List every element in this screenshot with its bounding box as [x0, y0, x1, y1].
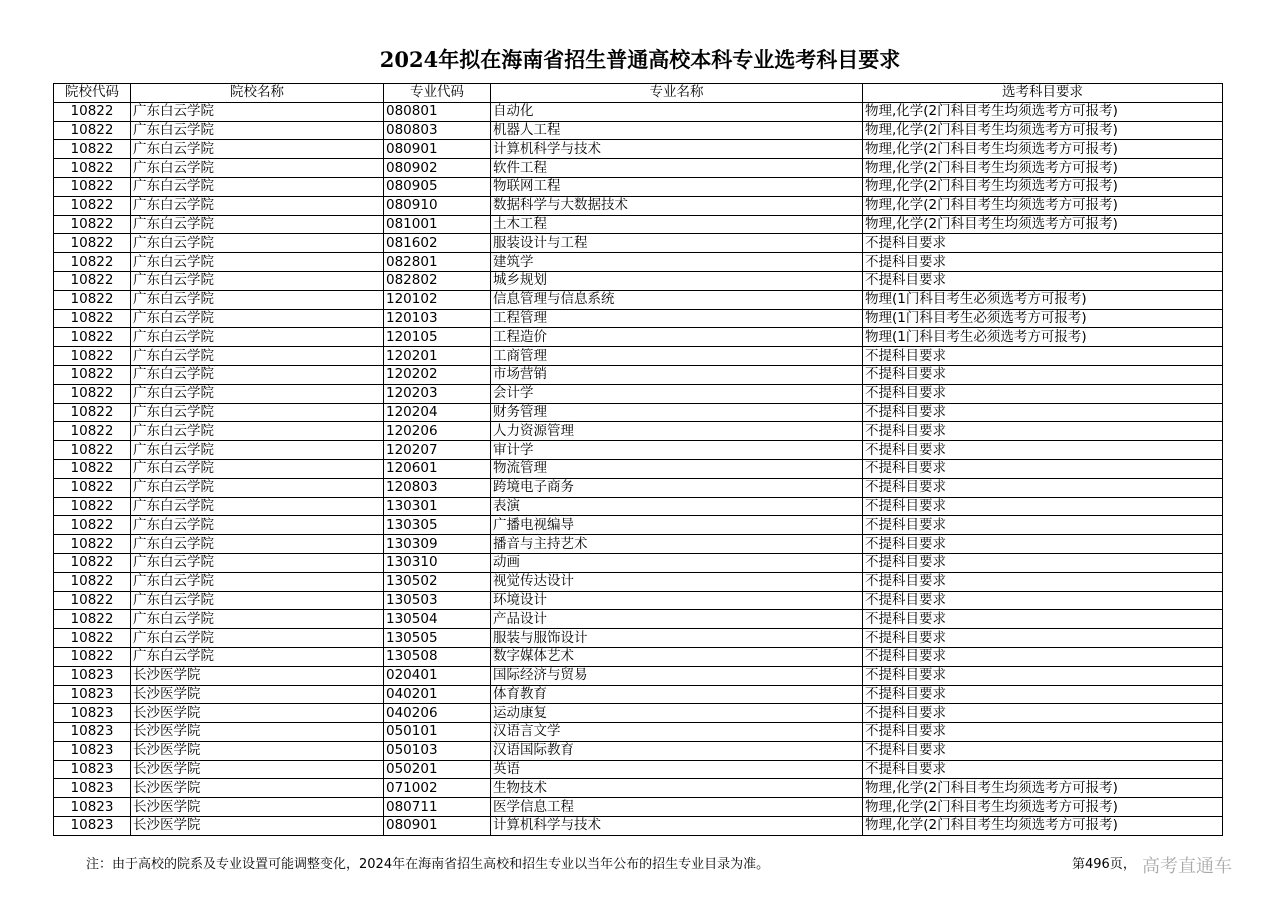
table-row	[54, 459, 1223, 478]
major-name-cell: 生物技术	[491, 779, 863, 798]
major-code-cell: 120202	[384, 365, 491, 384]
school-code-cell: 10822	[54, 309, 131, 328]
major-name-cell: 物联网工程	[491, 177, 863, 196]
school-code-cell: 10823	[54, 798, 131, 817]
school-code-cell: 10822	[54, 516, 131, 535]
school-code-cell: 10822	[54, 121, 131, 140]
school-name-cell: 广东白云学院	[131, 384, 384, 403]
major-code-cell: 120102	[384, 290, 491, 309]
major-code-cell: 080901	[384, 817, 491, 836]
school-code-cell: 10823	[54, 760, 131, 779]
table-row	[54, 666, 1223, 685]
school-name-cell: 广东白云学院	[131, 177, 384, 196]
major-code-cell: 120207	[384, 441, 491, 460]
major-code-cell: 040206	[384, 704, 491, 723]
school-name-cell: 广东白云学院	[131, 441, 384, 460]
school-code-cell: 10822	[54, 253, 131, 272]
school-code-cell: 10823	[54, 817, 131, 836]
major-name-cell: 软件工程	[491, 159, 863, 178]
school-code-cell: 10822	[54, 478, 131, 497]
major-code-cell: 082801	[384, 253, 491, 272]
school-name-cell: 长沙医学院	[131, 779, 384, 798]
major-code-cell: 120803	[384, 478, 491, 497]
subject-requirement-cell: 不提科目要求	[863, 572, 1223, 591]
table-row	[54, 516, 1223, 535]
subject-requirement-cell: 不提科目要求	[863, 741, 1223, 760]
major-name-cell: 医学信息工程	[491, 798, 863, 817]
table-row	[54, 271, 1223, 290]
school-code-cell: 10822	[54, 629, 131, 648]
major-name-cell: 信息管理与信息系统	[491, 290, 863, 309]
major-name-cell: 环境设计	[491, 591, 863, 610]
school-code-cell: 10822	[54, 177, 131, 196]
subject-requirement-cell: 不提科目要求	[863, 478, 1223, 497]
school-name-cell: 长沙医学院	[131, 723, 384, 742]
major-name-cell: 运动康复	[491, 704, 863, 723]
major-code-cell: 120601	[384, 459, 491, 478]
school-code-cell: 10823	[54, 666, 131, 685]
table-row	[54, 779, 1223, 798]
subject-requirement-cell: 不提科目要求	[863, 591, 1223, 610]
subject-requirement-cell: 不提科目要求	[863, 422, 1223, 441]
school-code-cell: 10822	[54, 422, 131, 441]
major-name-cell: 市场营销	[491, 365, 863, 384]
major-name-cell: 表演	[491, 497, 863, 516]
table-row	[54, 591, 1223, 610]
major-code-cell: 050101	[384, 723, 491, 742]
major-code-cell: 120103	[384, 309, 491, 328]
major-code-cell: 120203	[384, 384, 491, 403]
subject-requirement-cell: 不提科目要求	[863, 271, 1223, 290]
table-row	[54, 159, 1223, 178]
major-name-cell: 城乡规划	[491, 271, 863, 290]
school-name-cell: 广东白云学院	[131, 253, 384, 272]
school-code-cell: 10822	[54, 459, 131, 478]
school-code-cell: 10822	[54, 215, 131, 234]
table-row	[54, 196, 1223, 215]
subject-requirement-cell: 物理,化学(2门科目考生均须选考方可报考)	[863, 215, 1223, 234]
school-name-cell: 广东白云学院	[131, 309, 384, 328]
school-name-cell: 广东白云学院	[131, 610, 384, 629]
school-code-cell: 10822	[54, 497, 131, 516]
school-code-cell: 10822	[54, 196, 131, 215]
school-name-cell: 长沙医学院	[131, 817, 384, 836]
school-code-cell: 10822	[54, 159, 131, 178]
major-name-cell: 体育教育	[491, 685, 863, 704]
subject-requirement-cell: 物理(1门科目考生必须选考方可报考)	[863, 290, 1223, 309]
school-name-cell: 广东白云学院	[131, 271, 384, 290]
major-name-cell: 数字媒体艺术	[491, 647, 863, 666]
major-name-cell: 审计学	[491, 441, 863, 460]
school-code-cell: 10822	[54, 347, 131, 366]
school-code-cell: 10823	[54, 685, 131, 704]
major-name-cell: 广播电视编导	[491, 516, 863, 535]
subject-requirement-cell: 不提科目要求	[863, 610, 1223, 629]
table-row	[54, 290, 1223, 309]
major-code-cell: 130505	[384, 629, 491, 648]
school-code-cell: 10822	[54, 328, 131, 347]
major-code-cell: 080902	[384, 159, 491, 178]
major-code-cell: 081001	[384, 215, 491, 234]
school-name-cell: 长沙医学院	[131, 685, 384, 704]
table-row	[54, 347, 1223, 366]
major-code-cell: 130504	[384, 610, 491, 629]
requirements-table	[53, 83, 1223, 836]
subject-requirement-cell: 不提科目要求	[863, 384, 1223, 403]
subject-requirement-cell: 不提科目要求	[863, 459, 1223, 478]
table-row	[54, 704, 1223, 723]
subject-requirement-cell: 不提科目要求	[863, 553, 1223, 572]
major-code-cell: 080711	[384, 798, 491, 817]
major-code-cell: 080905	[384, 177, 491, 196]
subject-requirement-cell: 物理,化学(2门科目考生均须选考方可报考)	[863, 121, 1223, 140]
school-code-cell: 10822	[54, 140, 131, 159]
major-code-cell: 050103	[384, 741, 491, 760]
major-name-cell: 汉语国际教育	[491, 741, 863, 760]
subject-requirement-cell: 物理,化学(2门科目考生均须选考方可报考)	[863, 159, 1223, 178]
school-name-cell: 广东白云学院	[131, 365, 384, 384]
school-code-cell: 10823	[54, 704, 131, 723]
header-school-name: 院校名称	[131, 84, 384, 103]
school-name-cell: 长沙医学院	[131, 760, 384, 779]
school-code-cell: 10823	[54, 741, 131, 760]
table-row	[54, 685, 1223, 704]
subject-requirement-cell: 不提科目要求	[863, 403, 1223, 422]
school-code-cell: 10822	[54, 271, 131, 290]
major-name-cell: 视觉传达设计	[491, 572, 863, 591]
footer-note: 注：由于高校的院系及专业设置可能调整变化，2024年在海南省招生高校和招生专业以当年公布的招生专业目录为准。	[86, 857, 770, 872]
major-code-cell: 071002	[384, 779, 491, 798]
table-row	[54, 572, 1223, 591]
major-name-cell: 汉语言文学	[491, 723, 863, 742]
school-name-cell: 广东白云学院	[131, 422, 384, 441]
school-code-cell: 10822	[54, 647, 131, 666]
major-code-cell: 130310	[384, 553, 491, 572]
major-code-cell: 040201	[384, 685, 491, 704]
subject-requirement-cell: 不提科目要求	[863, 234, 1223, 253]
school-code-cell: 10822	[54, 102, 131, 121]
major-code-cell: 082802	[384, 271, 491, 290]
school-name-cell: 广东白云学院	[131, 121, 384, 140]
school-name-cell: 广东白云学院	[131, 647, 384, 666]
major-name-cell: 财务管理	[491, 403, 863, 422]
school-code-cell: 10822	[54, 591, 131, 610]
table-row	[54, 553, 1223, 572]
table-row	[54, 610, 1223, 629]
major-name-cell: 物流管理	[491, 459, 863, 478]
major-code-cell: 080901	[384, 140, 491, 159]
major-name-cell: 数据科学与大数据技术	[491, 196, 863, 215]
table-row	[54, 760, 1223, 779]
major-name-cell: 计算机科学与技术	[491, 817, 863, 836]
major-code-cell: 120206	[384, 422, 491, 441]
school-code-cell: 10822	[54, 535, 131, 554]
table-row	[54, 253, 1223, 272]
school-name-cell: 广东白云学院	[131, 553, 384, 572]
school-name-cell: 长沙医学院	[131, 704, 384, 723]
subject-requirement-cell: 不提科目要求	[863, 723, 1223, 742]
school-name-cell: 广东白云学院	[131, 102, 384, 121]
document-title: 2024年拟在海南省招生普通高校本科专业选考科目要求	[379, 47, 901, 72]
school-name-cell: 长沙医学院	[131, 666, 384, 685]
major-code-cell: 130503	[384, 591, 491, 610]
table-row	[54, 422, 1223, 441]
subject-requirement-cell: 物理,化学(2门科目考生均须选考方可报考)	[863, 177, 1223, 196]
subject-requirement-cell: 不提科目要求	[863, 253, 1223, 272]
subject-requirement-cell: 不提科目要求	[863, 516, 1223, 535]
school-name-cell: 广东白云学院	[131, 159, 384, 178]
major-name-cell: 播音与主持艺术	[491, 535, 863, 554]
table-row	[54, 798, 1223, 817]
table-row	[54, 647, 1223, 666]
major-code-cell: 130309	[384, 535, 491, 554]
school-name-cell: 广东白云学院	[131, 196, 384, 215]
major-name-cell: 工程造价	[491, 328, 863, 347]
subject-requirement-cell: 不提科目要求	[863, 666, 1223, 685]
table-row	[54, 177, 1223, 196]
table-row	[54, 403, 1223, 422]
school-name-cell: 广东白云学院	[131, 629, 384, 648]
subject-requirement-cell: 不提科目要求	[863, 629, 1223, 648]
table-row	[54, 497, 1223, 516]
school-code-cell: 10822	[54, 365, 131, 384]
school-code-cell: 10822	[54, 290, 131, 309]
table-row	[54, 234, 1223, 253]
school-name-cell: 广东白云学院	[131, 591, 384, 610]
table-header-row	[54, 84, 1223, 103]
school-name-cell: 广东白云学院	[131, 234, 384, 253]
school-name-cell: 广东白云学院	[131, 215, 384, 234]
school-name-cell: 广东白云学院	[131, 328, 384, 347]
major-code-cell: 130508	[384, 647, 491, 666]
subject-requirement-cell: 物理(1门科目考生必须选考方可报考)	[863, 309, 1223, 328]
school-code-cell: 10823	[54, 779, 131, 798]
header-major-name: 专业名称	[491, 84, 863, 103]
table-row	[54, 629, 1223, 648]
major-code-cell: 080910	[384, 196, 491, 215]
major-name-cell: 动画	[491, 553, 863, 572]
table-body	[54, 102, 1223, 835]
school-code-cell: 10822	[54, 610, 131, 629]
school-name-cell: 长沙医学院	[131, 741, 384, 760]
major-name-cell: 国际经济与贸易	[491, 666, 863, 685]
subject-requirement-cell: 物理,化学(2门科目考生均须选考方可报考)	[863, 140, 1223, 159]
subject-requirement-cell: 不提科目要求	[863, 441, 1223, 460]
table-row	[54, 140, 1223, 159]
subject-requirement-cell: 不提科目要求	[863, 365, 1223, 384]
subject-requirement-cell: 不提科目要求	[863, 647, 1223, 666]
table-row	[54, 723, 1223, 742]
table-row	[54, 215, 1223, 234]
table-row	[54, 102, 1223, 121]
table-row	[54, 365, 1223, 384]
header-major-code: 专业代码	[384, 84, 491, 103]
school-name-cell: 广东白云学院	[131, 572, 384, 591]
major-name-cell: 英语	[491, 760, 863, 779]
major-name-cell: 人力资源管理	[491, 422, 863, 441]
subject-requirement-cell: 不提科目要求	[863, 497, 1223, 516]
major-name-cell: 工程管理	[491, 309, 863, 328]
table-row	[54, 441, 1223, 460]
page-number: 第496页，	[1072, 857, 1136, 872]
school-name-cell: 广东白云学院	[131, 497, 384, 516]
table-row	[54, 309, 1223, 328]
subject-requirement-cell: 不提科目要求	[863, 760, 1223, 779]
major-name-cell: 跨境电子商务	[491, 478, 863, 497]
school-name-cell: 广东白云学院	[131, 290, 384, 309]
school-code-cell: 10822	[54, 384, 131, 403]
subject-requirement-cell: 物理,化学(2门科目考生均须选考方可报考)	[863, 779, 1223, 798]
subject-requirement-cell: 不提科目要求	[863, 535, 1223, 554]
school-code-cell: 10823	[54, 723, 131, 742]
major-name-cell: 服装设计与工程	[491, 234, 863, 253]
table-row	[54, 741, 1223, 760]
major-code-cell: 120201	[384, 347, 491, 366]
subject-requirement-cell: 物理,化学(2门科目考生均须选考方可报考)	[863, 817, 1223, 836]
major-name-cell: 机器人工程	[491, 121, 863, 140]
subject-requirement-cell: 物理(1门科目考生必须选考方可报考)	[863, 328, 1223, 347]
major-code-cell: 130305	[384, 516, 491, 535]
school-code-cell: 10822	[54, 572, 131, 591]
header-subject-requirement: 选考科目要求	[863, 84, 1223, 103]
table-row	[54, 328, 1223, 347]
school-name-cell: 广东白云学院	[131, 478, 384, 497]
header-school-code: 院校代码	[54, 84, 131, 103]
school-name-cell: 广东白云学院	[131, 535, 384, 554]
major-code-cell: 130502	[384, 572, 491, 591]
school-name-cell: 广东白云学院	[131, 140, 384, 159]
subject-requirement-cell: 不提科目要求	[863, 704, 1223, 723]
major-name-cell: 工商管理	[491, 347, 863, 366]
school-name-cell: 广东白云学院	[131, 516, 384, 535]
major-name-cell: 土木工程	[491, 215, 863, 234]
major-code-cell: 120204	[384, 403, 491, 422]
school-code-cell: 10822	[54, 403, 131, 422]
major-name-cell: 会计学	[491, 384, 863, 403]
school-name-cell: 广东白云学院	[131, 347, 384, 366]
table-row	[54, 478, 1223, 497]
subject-requirement-cell: 不提科目要求	[863, 685, 1223, 704]
major-code-cell: 080801	[384, 102, 491, 121]
table-row	[54, 121, 1223, 140]
school-name-cell: 广东白云学院	[131, 403, 384, 422]
major-code-cell: 050201	[384, 760, 491, 779]
major-name-cell: 产品设计	[491, 610, 863, 629]
school-name-cell: 广东白云学院	[131, 459, 384, 478]
major-name-cell: 计算机科学与技术	[491, 140, 863, 159]
table-row	[54, 817, 1223, 836]
subject-requirement-cell: 物理,化学(2门科目考生均须选考方可报考)	[863, 102, 1223, 121]
subject-requirement-cell: 不提科目要求	[863, 347, 1223, 366]
school-code-cell: 10822	[54, 441, 131, 460]
school-code-cell: 10822	[54, 234, 131, 253]
major-name-cell: 服装与服饰设计	[491, 629, 863, 648]
subject-requirement-cell: 物理,化学(2门科目考生均须选考方可报考)	[863, 798, 1223, 817]
major-name-cell: 自动化	[491, 102, 863, 121]
major-code-cell: 080803	[384, 121, 491, 140]
table-row	[54, 384, 1223, 403]
school-name-cell: 长沙医学院	[131, 798, 384, 817]
major-code-cell: 020401	[384, 666, 491, 685]
major-code-cell: 081602	[384, 234, 491, 253]
table-row	[54, 535, 1223, 554]
major-code-cell: 130301	[384, 497, 491, 516]
watermark: 高考直通车	[1142, 856, 1232, 877]
subject-requirement-cell: 物理,化学(2门科目考生均须选考方可报考)	[863, 196, 1223, 215]
major-name-cell: 建筑学	[491, 253, 863, 272]
major-code-cell: 120105	[384, 328, 491, 347]
school-code-cell: 10822	[54, 553, 131, 572]
